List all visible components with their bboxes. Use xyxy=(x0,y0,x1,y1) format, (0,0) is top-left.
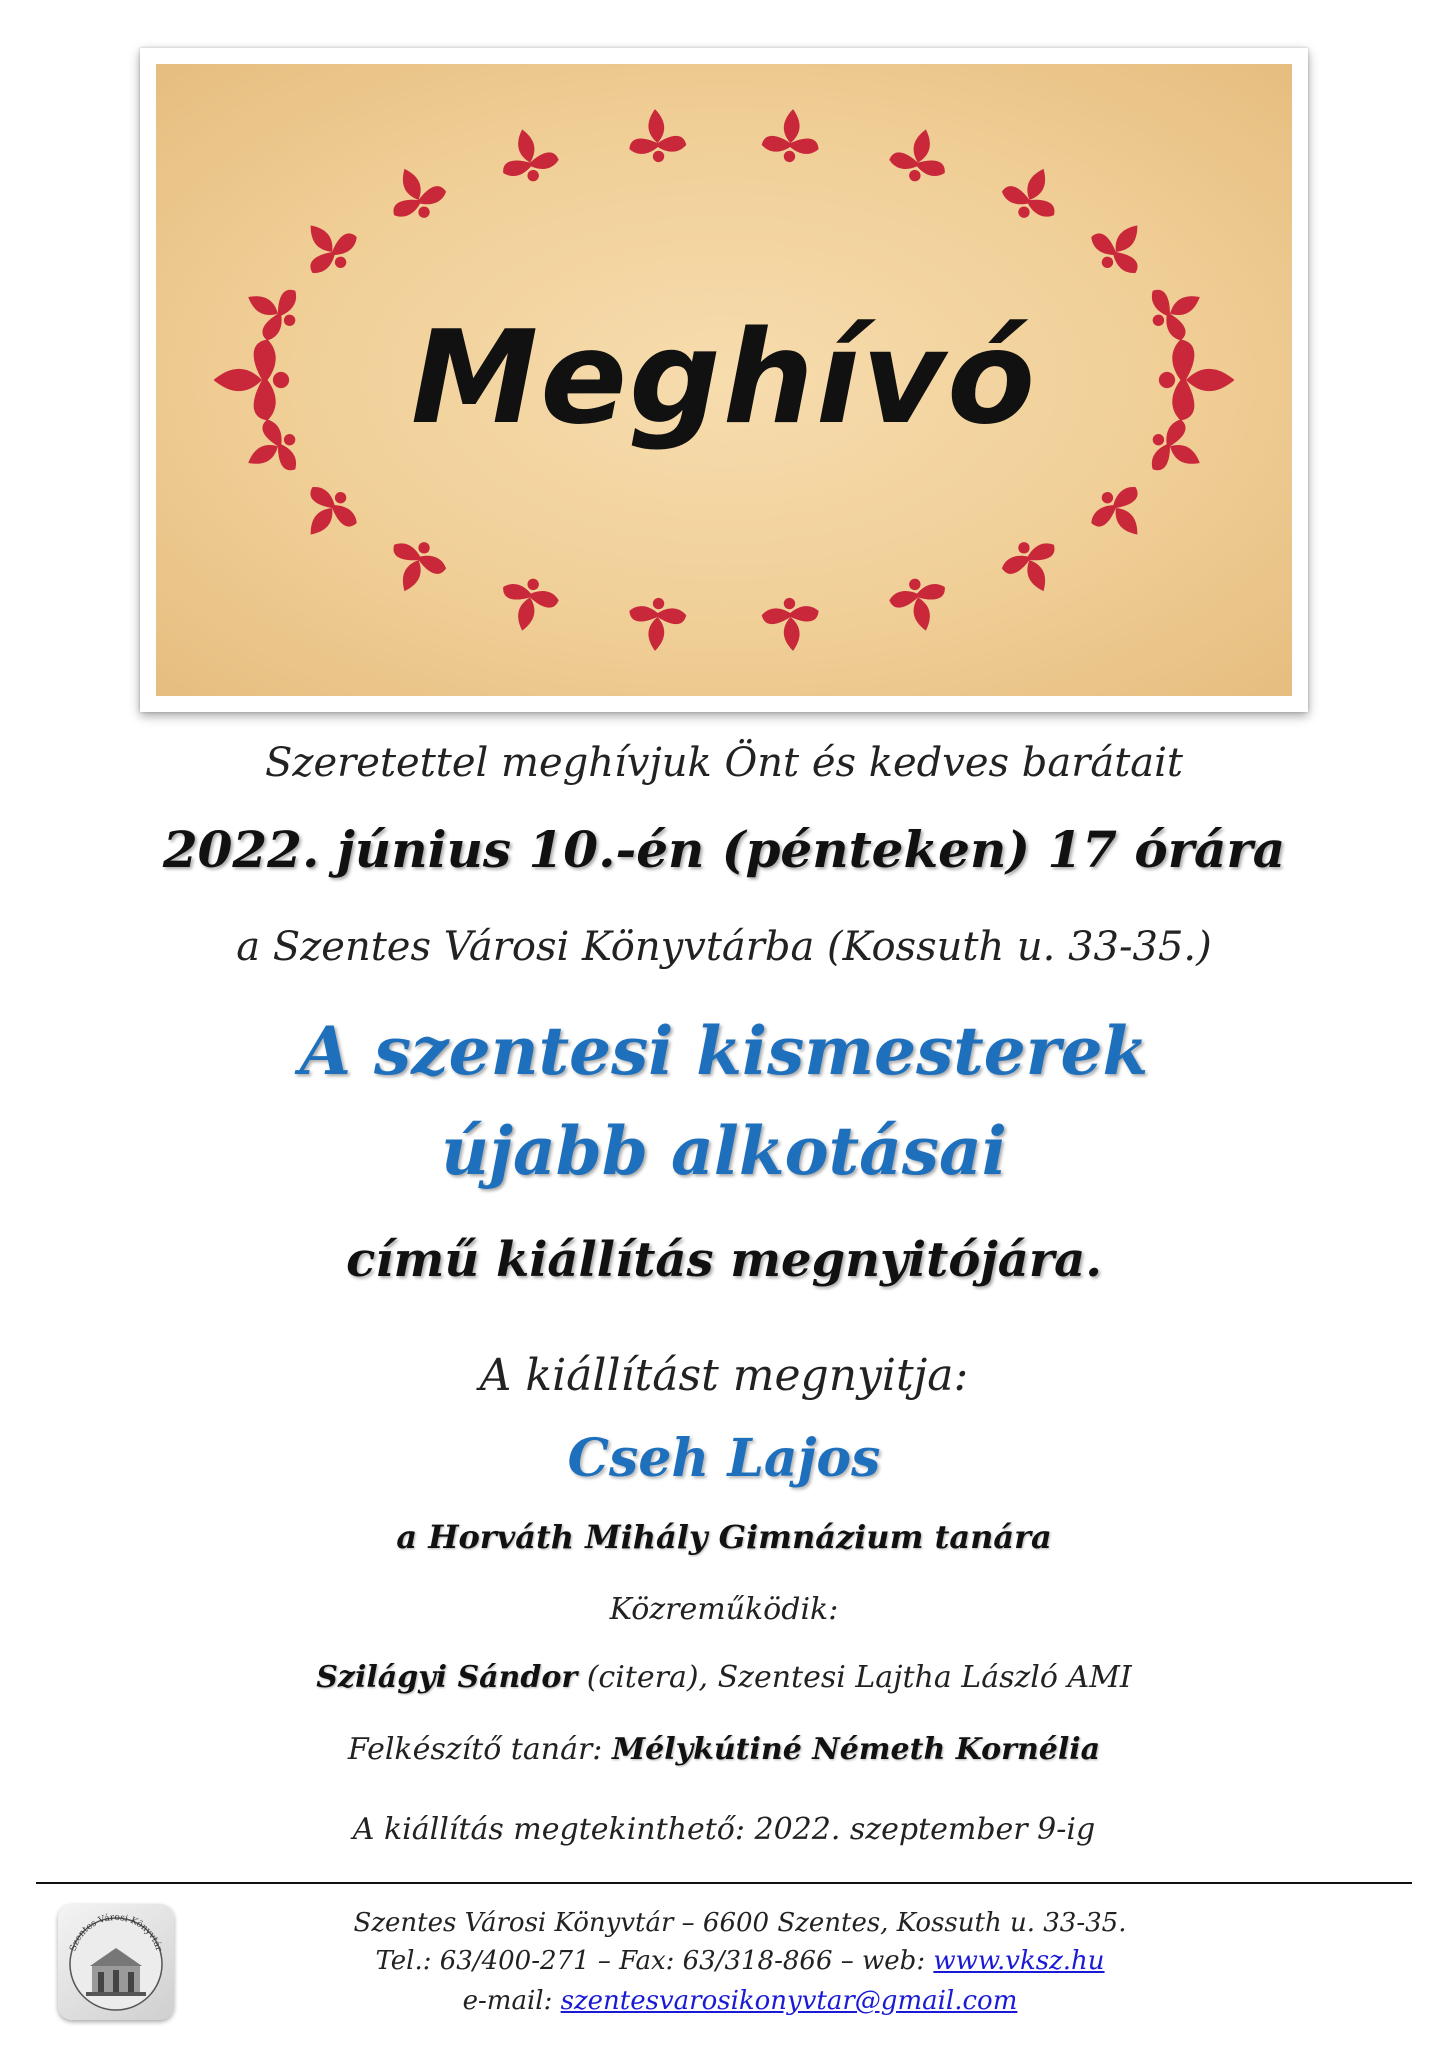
library-building-icon xyxy=(58,1904,174,2020)
ornament-motif xyxy=(289,207,367,284)
contributors-label: Közreműködik: xyxy=(609,1592,839,1627)
intro-text: Szeretettel meghívjuk Önt és kedves barátait xyxy=(265,740,1183,786)
ornament-motif xyxy=(627,596,688,653)
performer-name: Szilágyi Sándor xyxy=(316,1660,578,1695)
ornament-motif xyxy=(761,596,822,653)
meghivo-banner xyxy=(156,64,1292,696)
footer-email-label: e-mail: xyxy=(462,1986,561,2016)
event-date: 2022. június 10.-én (pénteken) 17 órára xyxy=(162,820,1286,879)
ornament-motif xyxy=(494,572,562,637)
footer-web-link[interactable]: www.vksz.hu xyxy=(933,1946,1105,1976)
exhibition-title-line1: A szentesi kismesterek xyxy=(299,1012,1149,1090)
opener-name: Cseh Lajos xyxy=(567,1428,881,1489)
ornament-motif xyxy=(1082,207,1160,284)
ornament-motif xyxy=(886,123,954,188)
svg-text:Szentes Városi Könyvtár: Szentes Városi Könyvtár xyxy=(68,1912,164,1953)
teacher-line xyxy=(0,1732,1448,1767)
footer-phone-fax: Tel.: 63/400-271 – Fax: 63/318-866 – web: xyxy=(375,1946,934,1976)
ornament-motif xyxy=(289,475,367,552)
footer-contact xyxy=(200,1946,1280,1976)
performer-line xyxy=(0,1660,1448,1695)
library-logo xyxy=(58,1904,174,2020)
teacher-name: Mélykútiné Németh Kornélia xyxy=(611,1732,1101,1767)
banner-title: Meghívó xyxy=(410,304,1038,453)
event-place: a Szentes Városi Könyvtárba (Kossuth u. 33-35.) xyxy=(236,924,1212,970)
ornament-motif xyxy=(494,123,562,188)
exhibition-subtitle: című kiállítás megnyitójára. xyxy=(346,1232,1102,1288)
opener-label: A kiállítást megnyitja: xyxy=(479,1350,969,1401)
viewable-until: A kiállítás megtekinthető: 2022. szeptember 9-ig xyxy=(352,1812,1096,1847)
performer-detail: (citera), Szentesi Lajtha László AMI xyxy=(577,1660,1132,1695)
ornament-motif xyxy=(627,107,688,164)
ornament-motif xyxy=(761,107,822,164)
ornament-motif xyxy=(379,157,453,229)
ornament-motif xyxy=(379,531,453,603)
footer-divider xyxy=(36,1882,1412,1884)
exhibition-title-line2: újabb alkotásai xyxy=(441,1112,1007,1190)
footer-address: Szentes Városi Könyvtár – 6600 Szentes, Kossuth u. 33-35. xyxy=(353,1908,1127,1938)
ornament-motif xyxy=(1082,475,1160,552)
footer-email-link[interactable]: szentesvarosikonyvtar@gmail.com xyxy=(560,1986,1018,2016)
footer-email xyxy=(200,1986,1280,2016)
ornament-motif xyxy=(996,531,1070,603)
opener-role: a Horváth Mihály Gimnázium tanára xyxy=(396,1518,1052,1556)
ornament-motif xyxy=(996,157,1070,229)
teacher-label: Felkészítő tanár: xyxy=(347,1732,612,1767)
ornament-motif xyxy=(886,572,954,637)
